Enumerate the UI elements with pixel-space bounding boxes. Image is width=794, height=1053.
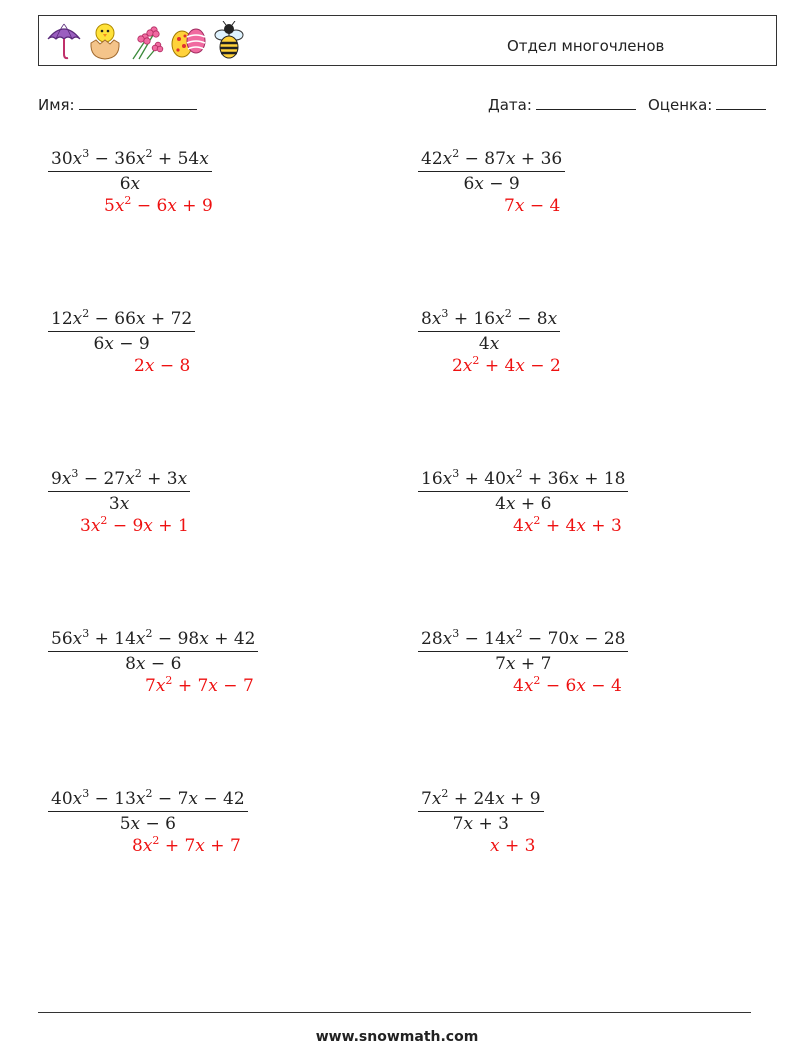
problem-item bbox=[418, 628, 628, 697]
answer: $8x^2 + 7x + 7$ bbox=[132, 834, 241, 856]
denominator: 6x − 9 bbox=[463, 174, 520, 194]
numerator: $42x^2 - 87x + 36$ bbox=[418, 148, 565, 172]
denominator: 7x + 7 bbox=[495, 654, 552, 674]
date-label: Дата: bbox=[488, 96, 532, 114]
denominator: 6x bbox=[119, 174, 141, 194]
numerator: $9x^3 - 27x^2 + 3x$ bbox=[48, 468, 190, 492]
numerator: $28x^3 - 14x^2 - 70x - 28$ bbox=[418, 628, 628, 652]
answer: x + 3 bbox=[490, 836, 536, 856]
name-field bbox=[38, 95, 197, 114]
problem-item bbox=[48, 468, 190, 537]
answer: $4x^2 - 6x - 4$ bbox=[513, 674, 622, 696]
grade-label: Оценка: bbox=[648, 96, 713, 114]
problem-item bbox=[48, 628, 258, 697]
numerator: $7x^2 + 24x + 9$ bbox=[418, 788, 544, 812]
grade-field bbox=[648, 95, 766, 114]
worksheet-title: Отдел многочленов bbox=[507, 37, 665, 55]
footer-divider bbox=[38, 1012, 751, 1013]
chick-in-egg-icon bbox=[87, 21, 123, 61]
problem-item bbox=[48, 788, 248, 857]
date-field bbox=[488, 95, 636, 114]
denominator: 5x − 6 bbox=[119, 814, 176, 834]
answer: $7x^2 + 7x - 7$ bbox=[145, 674, 254, 696]
answer: $5x^2 - 6x + 9$ bbox=[104, 194, 213, 216]
denominator: 7x + 3 bbox=[452, 814, 509, 834]
answer: 2x − 8 bbox=[134, 356, 191, 376]
fraction bbox=[48, 308, 195, 355]
problem-item bbox=[418, 468, 628, 537]
problem-item bbox=[418, 308, 561, 377]
umbrella-icon bbox=[45, 21, 83, 61]
denominator: 4x bbox=[478, 334, 500, 354]
numerator: $30x^3 - 36x^2 + 54x$ bbox=[48, 148, 212, 172]
fraction bbox=[48, 788, 248, 835]
numerator: $16x^3 + 40x^2 + 36x + 18$ bbox=[418, 468, 628, 492]
fraction bbox=[48, 468, 190, 515]
answer: $2x^2 + 4x - 2$ bbox=[452, 354, 561, 376]
bee-icon bbox=[211, 21, 247, 61]
answer: $3x^2 - 9x + 1$ bbox=[80, 514, 189, 536]
answer: $4x^2 + 4x + 3$ bbox=[513, 514, 622, 536]
numerator: $12x^2 - 66x + 72$ bbox=[48, 308, 195, 332]
date-blank[interactable] bbox=[536, 95, 636, 110]
easter-eggs-icon bbox=[169, 21, 207, 61]
denominator: 4x + 6 bbox=[495, 494, 552, 514]
fraction bbox=[48, 148, 212, 195]
numerator: $40x^3 - 13x^2 - 7x - 42$ bbox=[48, 788, 248, 812]
problem-item bbox=[418, 148, 565, 217]
denominator: 6x − 9 bbox=[93, 334, 150, 354]
fraction bbox=[418, 628, 628, 675]
name-blank[interactable] bbox=[79, 95, 197, 110]
answer: 7x − 4 bbox=[504, 196, 561, 216]
fraction bbox=[418, 788, 544, 835]
denominator: 8x − 6 bbox=[125, 654, 182, 674]
worksheet-header bbox=[38, 15, 777, 66]
denominator: 3x bbox=[108, 494, 130, 514]
footer-site: www.snowmath.com bbox=[315, 1029, 479, 1045]
name-label: Имя: bbox=[38, 96, 75, 114]
fraction bbox=[418, 468, 628, 515]
flowers-icon bbox=[127, 21, 165, 61]
numerator: $8x^3 + 16x^2 - 8x$ bbox=[418, 308, 560, 332]
problem-item bbox=[48, 308, 195, 377]
header-icons bbox=[45, 20, 247, 62]
fraction bbox=[418, 308, 560, 355]
problem-item bbox=[48, 148, 213, 217]
fraction bbox=[48, 628, 258, 675]
numerator: $56x^3 + 14x^2 - 98x + 42$ bbox=[48, 628, 258, 652]
fraction bbox=[418, 148, 565, 195]
grade-blank[interactable] bbox=[716, 95, 766, 110]
problem-item bbox=[418, 788, 544, 857]
